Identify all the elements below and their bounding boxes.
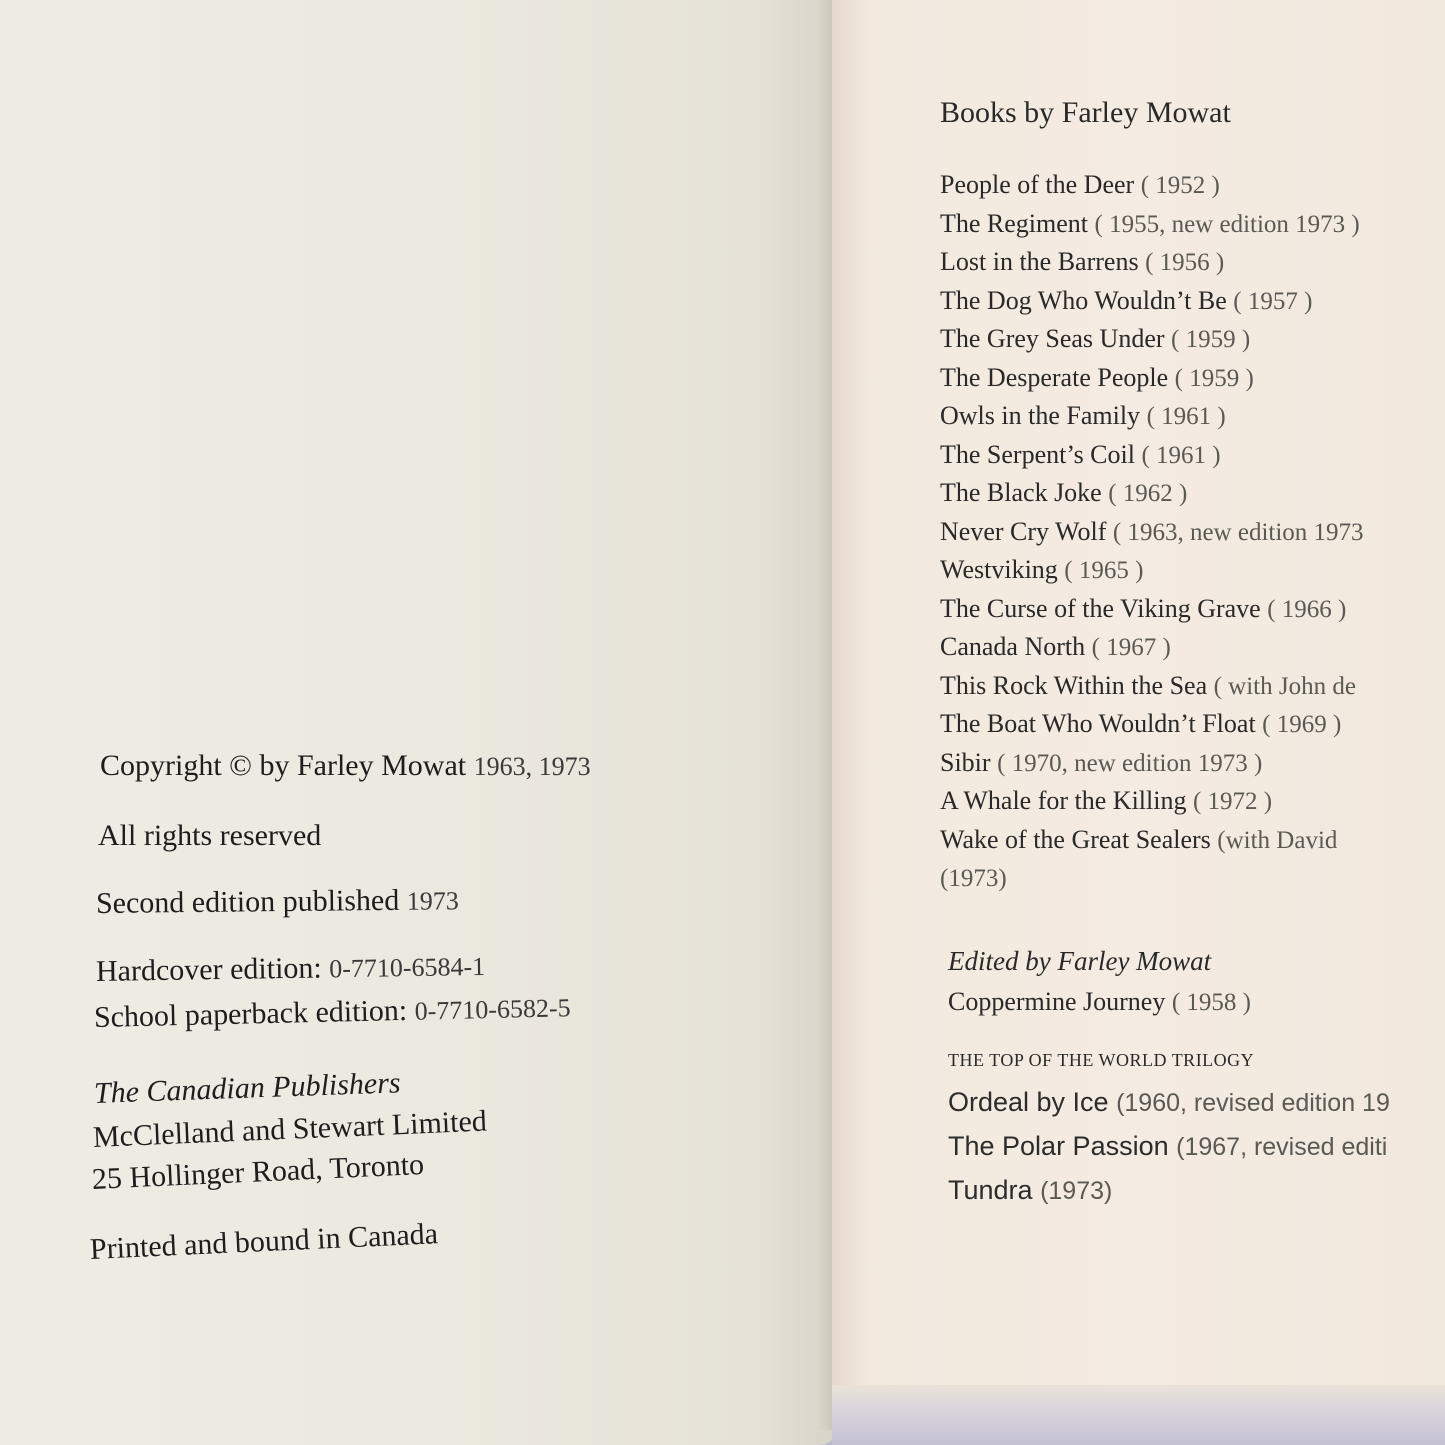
- list-item: The Dog Who Wouldn’t Be ( 1957 ): [940, 285, 1313, 315]
- list-item: Canada North ( 1967 ): [940, 632, 1171, 661]
- paperback-label: School paperback edition:: [93, 993, 416, 1034]
- list-item: Ordeal by Ice (1960, revised edition 19: [948, 1087, 1390, 1117]
- publisher-name: McClelland and Stewart Limited: [92, 1104, 488, 1154]
- edition-year: 1973: [406, 886, 459, 916]
- list-item: The Curse of the Viking Grave ( 1966 ): [940, 593, 1347, 623]
- edition-label: Second edition published: [95, 883, 407, 920]
- list-item: The Desperate People ( 1959 ): [940, 362, 1254, 392]
- hardcover-label: Hardcover edition:: [95, 951, 330, 988]
- list-item: Owls in the Family ( 1961 ): [940, 401, 1226, 430]
- trilogy-list: [948, 1080, 1390, 1212]
- hardcover-isbn: 0-7710-6584-1: [328, 951, 486, 984]
- paperback-isbn: 0-7710-6582-5: [414, 993, 571, 1026]
- list-item: People of the Deer ( 1952 ): [940, 170, 1220, 199]
- list-item: The Grey Seas Under ( 1959 ): [940, 324, 1251, 353]
- publisher-tagline: The Canadian Publishers: [93, 1066, 402, 1110]
- list-item: Tundra (1973): [948, 1175, 1113, 1205]
- trilogy-heading: THE TOP OF THE WORLD TRILOGY: [948, 1050, 1255, 1070]
- list-item: Never Cry Wolf ( 1963, new edition 1973: [940, 516, 1364, 546]
- list-item: This Rock Within the Sea ( with John de: [940, 670, 1356, 700]
- edited-heading: Edited by Farley Mowat: [948, 946, 1212, 976]
- list-item: The Black Joke ( 1962 ): [940, 478, 1188, 507]
- rights-line: All rights reserved: [98, 819, 322, 852]
- publisher-address: 25 Hollinger Road, Toronto: [91, 1147, 425, 1196]
- edited-book: Coppermine Journey ( 1958 ): [948, 987, 1251, 1016]
- list-item: The Regiment ( 1955, new edition 1973 ): [940, 208, 1360, 238]
- list-item: Wake of the Great Sealers (with David: [940, 824, 1338, 854]
- list-item: The Polar Passion (1967, revised editi: [948, 1131, 1388, 1161]
- list-item: The Boat Who Wouldn’t Float ( 1969 ): [940, 709, 1342, 738]
- hardcover-line: [96, 948, 486, 991]
- list-item: Sibir ( 1970, new edition 1973 ): [940, 747, 1263, 777]
- list-item: (1973): [940, 865, 1007, 892]
- copyright-years: 1963, 1973: [473, 752, 591, 781]
- list-item: Westviking ( 1965 ): [940, 555, 1144, 584]
- books-heading: Books by Farley Mowat: [940, 96, 1231, 129]
- book-list: [940, 166, 1364, 898]
- copyright-label: Copyright © by Farley Mowat: [100, 749, 474, 782]
- list-item: The Serpent’s Coil ( 1961 ): [940, 439, 1221, 469]
- list-item: A Whale for the Killing ( 1972 ): [940, 786, 1273, 815]
- edition-line: [96, 882, 459, 923]
- copyright-line: [100, 748, 591, 785]
- printed-line: Printed and bound in Canada: [89, 1217, 439, 1266]
- list-item: Lost in the Barrens ( 1956 ): [940, 247, 1225, 276]
- page-edge: [832, 1385, 1445, 1445]
